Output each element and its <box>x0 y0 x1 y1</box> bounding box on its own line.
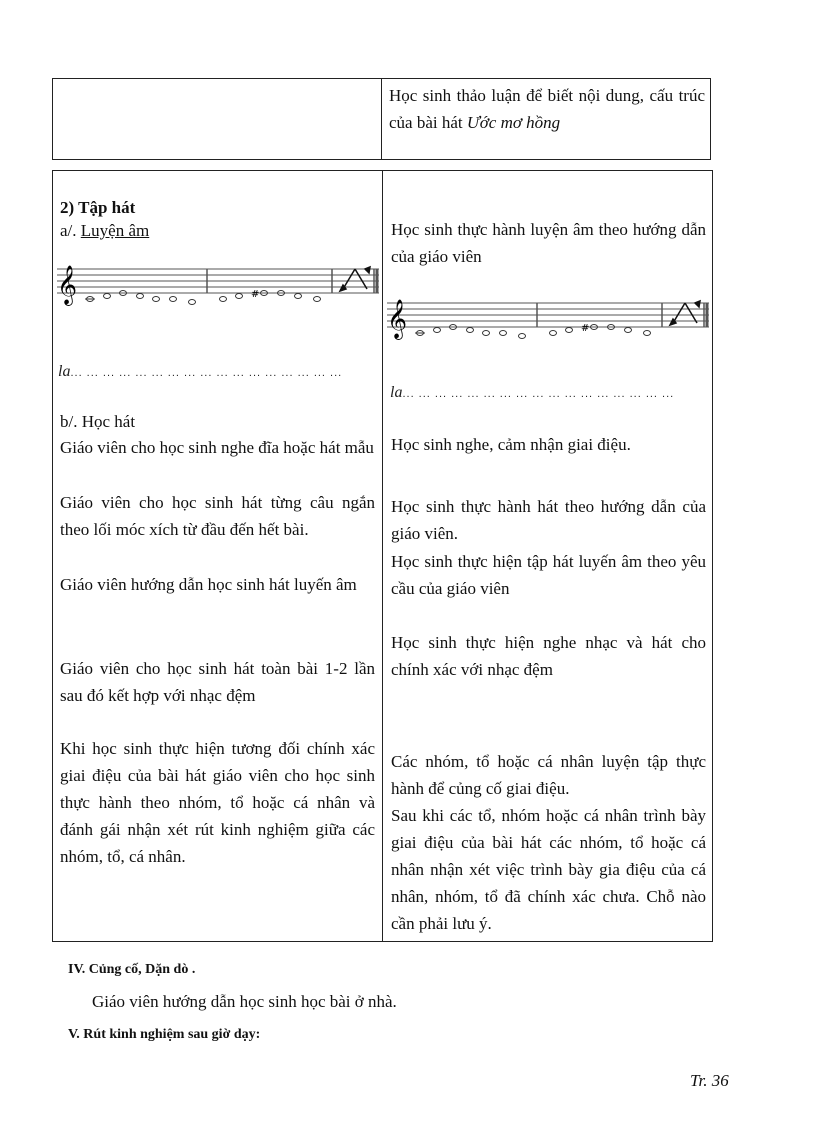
treble-clef-icon: 𝄞 <box>57 265 78 305</box>
section-title: 2) Tập hát <box>60 198 136 217</box>
left-b5: Khi học sinh thực hiện tương đối chính xác giai điệu của bài hát giáo viên cho học sinh thực hành theo nhóm, tổ hoặc cá nhân và đánh gái nhận xét rút kinh nghiệm giữa các nhóm, tổ, cá nhân. <box>60 739 375 866</box>
right-a: Học sinh thực hành luyện âm theo hướng dẫn của giáo viên <box>391 220 706 266</box>
dots: ... ... ... ... ... ... ... ... ... ... ... ... ... ... ... ... ... <box>402 388 675 400</box>
column-divider <box>381 79 382 159</box>
top-right-text: Học sinh thảo luận để biết nội dung, cấu trúc của bài hát <box>389 86 705 132</box>
dotted-line-right <box>390 384 674 402</box>
right-b6: Sau khi các tổ, nhóm hoặc cá nhân trình bày giai điệu của bài hát các nhóm, tổ hoặc cá nhân nhận xét việc trình bày gia điệu của cá nhân, nhóm, tổ đã chính xác chưa. Chỗ nào cần phải lưu ý. <box>391 806 706 933</box>
lesson-table <box>52 170 713 942</box>
section-iv-title: IV. Củng cố, Dặn dò . <box>68 962 196 977</box>
page-number: Tr. 36 <box>690 1071 729 1090</box>
sub-a-prefix: a/. <box>60 221 77 240</box>
music-staff-right <box>385 295 711 343</box>
dots: ... ... ... ... ... ... ... ... ... ... ... ... ... ... ... ... ... <box>70 367 343 379</box>
sub-a-heading <box>60 217 149 244</box>
section-v-title: V. Rút kinh nghiệm sau giờ dạy: <box>68 1027 261 1042</box>
sharp-sign: # <box>581 323 590 334</box>
syllable-label: la <box>390 384 403 401</box>
music-staff-left <box>55 261 381 309</box>
column-divider <box>382 171 383 941</box>
right-b4: Học sinh thực hiện nghe nhạc và hát cho chính xác với nhạc đệm <box>391 633 706 679</box>
left-b3: Giáo viên hướng dẫn học sinh hát luyến âm <box>60 575 357 594</box>
song-title: Ước mơ hồng <box>466 113 561 132</box>
syllable-label: la <box>58 363 71 380</box>
right-b5: Các nhóm, tổ hoặc cá nhân luyện tập thực hành để củng cố giai điệu. <box>391 752 706 798</box>
top-right-cell <box>389 82 705 136</box>
left-b4: Giáo viên cho học sinh hát toàn bài 1-2 lần sau đó kết hợp với nhạc đệm <box>60 659 375 705</box>
sub-a-label: Luyện âm <box>80 221 150 240</box>
sub-b-heading: b/. Học hát <box>60 412 136 431</box>
right-b1: Học sinh nghe, cảm nhận giai điệu. <box>391 435 631 454</box>
right-b2: Học sinh thực hành hát theo hướng dẫn của giáo viên. <box>391 497 706 543</box>
sharp-sign: # <box>251 289 260 300</box>
treble-clef-icon: 𝄞 <box>387 299 408 339</box>
section-iv-text: Giáo viên hướng dẫn học sinh học bài ở nhà. <box>92 992 397 1011</box>
dotted-line-left <box>58 363 342 381</box>
left-b2: Giáo viên cho học sinh hát từng câu ngắn theo lối móc xích từ đầu đến hết bài. <box>60 493 375 539</box>
left-b1: Giáo viên cho học sinh nghe đĩa hoặc hát mẫu <box>60 438 374 457</box>
top-table <box>52 78 711 160</box>
right-b3: Học sinh thực hiện tập hát luyến âm theo yêu cầu của giáo viên <box>391 552 706 598</box>
